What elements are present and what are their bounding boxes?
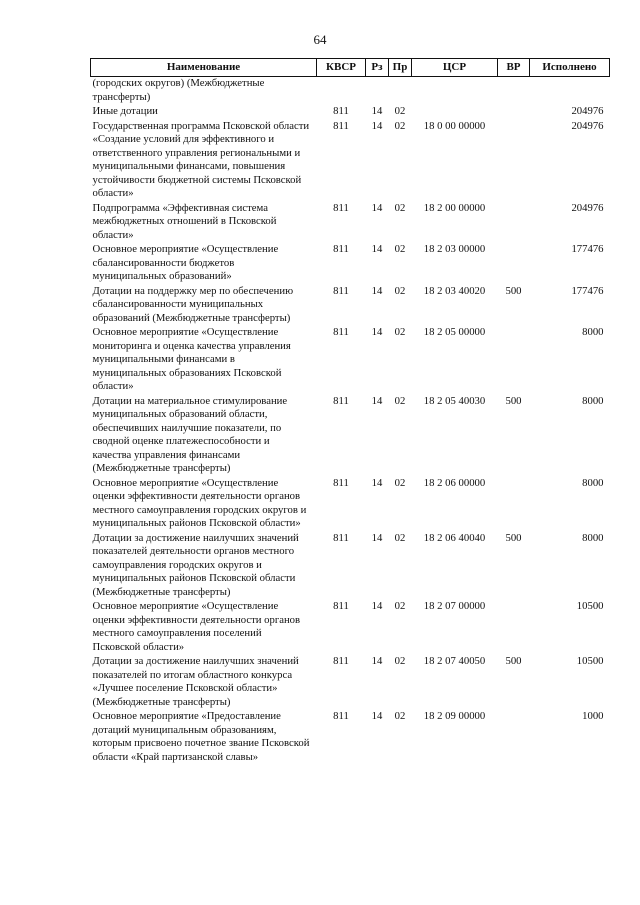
cell-vr: 500 [505,655,522,667]
cell-executed [530,77,610,106]
cell-kvsr: 811 [333,243,349,255]
cell-csr: 18 2 05 40030 [423,394,486,407]
cell-rz: 14 [371,119,383,132]
header-kvsr: КВСР [317,59,366,77]
cell-executed: 1000 [582,710,604,722]
cell-pr: 02 [394,710,406,722]
cell-pr: 02 [394,326,406,338]
cell-csr: 18 2 06 40040 [423,531,486,544]
cell-name: Дотации на материальное стимулирование муниципальных образований области, обеспечивших наилучшие показатели, по сводной оценке платежеспособности и качества управления финансами (Межбюджетные трансферты) [92,394,288,474]
header-vr: ВР [498,59,530,77]
cell-name: Основное мероприятие «Осуществление оценки эффективности деятельности органов местного самоуправления поселений Псковской области» [92,600,301,653]
cell-kvsr: 811 [333,600,349,612]
cell-name: Основное мероприятие «Предоставление дотаций муниципальным образованиям, которым присвоено почетное звание Псковской области «Край партизанской славы» [92,710,310,763]
cell-rz: 14 [371,243,383,255]
header-name: Наименование [91,59,317,77]
table-row [91,120,610,202]
cell-name: Государственная программа Псковской области «Создание условий для эффективного и ответственного управления региональными и муниципальными финансами, повышения устойчивости бюджетной системы Псковской области» [92,119,310,199]
cell-vr [498,477,530,532]
cell-csr [412,105,498,120]
cell-executed: 204976 [571,105,604,117]
cell-executed: 177476 [571,284,604,297]
cell-vr [498,202,530,244]
cell-name: Дотации за достижение наилучших значений показателей деятельности органов местного самоуправления городских округов и муниципальных районов Псковской области (Межбюджетные трансферты) [92,531,299,598]
cell-rz: 14 [371,394,383,407]
cell-executed: 10500 [576,655,604,667]
cell-kvsr: 811 [333,284,349,297]
cell-rz: 14 [371,531,383,544]
cell-name: Подпрограмма «Эффективная система межбюджетных отношений в Псковской области» [92,201,277,241]
cell-vr [498,710,530,765]
table-header [91,59,610,77]
table-body [91,77,610,766]
cell-csr [412,77,498,106]
table-row [91,326,610,395]
cell-vr: 500 [505,394,522,407]
cell-pr: 02 [394,201,406,214]
header-pr: Пр [389,59,412,77]
cell-vr: 500 [505,531,522,544]
cell-vr: 500 [505,284,522,297]
cell-rz: 14 [371,284,383,297]
cell-csr: 18 0 00 00000 [423,119,486,132]
cell-name: Дотации на поддержку мер по обеспечению сбалансированности муниципальных образований (Межбюджетные трансферты) [92,284,294,324]
table-row [91,710,610,765]
cell-name: Основное мероприятие «Осуществление сбалансированности бюджетов муниципальных образований» [92,243,279,282]
cell-vr [498,243,530,285]
table-row [91,202,610,244]
cell-kvsr: 811 [333,119,349,132]
cell-kvsr: 811 [333,201,349,214]
cell-kvsr: 811 [333,394,349,407]
cell-vr [498,77,530,106]
cell-pr: 02 [394,119,406,132]
cell-vr [498,120,530,202]
cell-executed: 177476 [571,243,604,255]
cell-executed: 8000 [582,326,604,338]
cell-rz: 14 [371,105,383,117]
cell-kvsr: 811 [333,105,349,117]
cell-name: Дотации за достижение наилучших значений показателей по итогам областного конкурса «Лучшее поселение Псковской области» (Межбюджетные трансферты) [92,655,299,708]
page-number: 64 [313,32,327,47]
cell-csr: 18 2 07 40050 [423,655,486,667]
cell-name: Иные дотации [92,105,158,117]
cell-csr: 18 2 03 40020 [423,284,486,297]
cell-pr: 02 [394,531,406,544]
table-row [91,600,610,655]
cell-kvsr: 811 [333,710,349,722]
cell-kvsr [317,77,366,106]
cell-kvsr: 811 [333,326,349,338]
header-csr: ЦСР [412,59,498,77]
cell-csr: 18 2 09 00000 [423,710,486,722]
header-executed: Исполнено [530,59,610,77]
cell-csr: 18 2 03 00000 [423,243,486,255]
cell-vr [498,105,530,120]
cell-rz: 14 [371,201,383,214]
cell-rz [366,77,389,106]
cell-kvsr: 811 [333,531,349,544]
cell-pr: 02 [394,243,406,255]
header-rz: Рз [366,59,389,77]
cell-csr: 18 2 06 00000 [423,476,486,489]
cell-rz: 14 [371,326,383,338]
table-row [91,532,610,601]
cell-rz: 14 [371,600,383,612]
cell-pr: 02 [394,476,406,489]
cell-rz: 14 [371,710,383,722]
cell-name: Основное мероприятие «Осуществление мониторинга и оценка качества управления муниципальными финансами в муниципальных образованиях Псковской области» [92,326,291,392]
cell-vr [498,600,530,655]
table-row [91,477,610,532]
cell-pr: 02 [394,600,406,612]
cell-executed: 10500 [576,600,604,612]
cell-executed: 204976 [571,201,604,214]
table-row [91,655,610,710]
cell-csr: 18 2 07 00000 [423,600,486,612]
cell-kvsr: 811 [333,476,349,489]
cell-pr: 02 [394,655,406,667]
cell-executed: 204976 [571,119,604,132]
cell-vr [498,326,530,395]
table-row [91,395,610,477]
cell-executed: 8000 [582,476,604,489]
cell-name: (городских округов) (Межбюджетные трансферты) [92,77,265,103]
cell-rz: 14 [371,655,383,667]
cell-pr: 02 [394,284,406,297]
cell-executed: 8000 [582,531,604,544]
table-row [91,105,610,120]
cell-csr: 18 2 05 00000 [423,326,486,338]
cell-pr: 02 [394,394,406,407]
table-row [91,243,610,285]
cell-kvsr: 811 [333,655,349,667]
table-row [91,285,610,327]
cell-executed: 8000 [582,394,604,407]
cell-csr: 18 2 00 00000 [423,201,486,214]
cell-name: Основное мероприятие «Осуществление оценки эффективности деятельности органов местного самоуправления городских округов и муниципальных районов Псковской области» [92,476,307,529]
cell-pr: 02 [394,105,406,117]
table-row [91,77,610,106]
budget-table [90,58,610,765]
cell-pr [389,77,412,106]
cell-rz: 14 [371,476,383,489]
